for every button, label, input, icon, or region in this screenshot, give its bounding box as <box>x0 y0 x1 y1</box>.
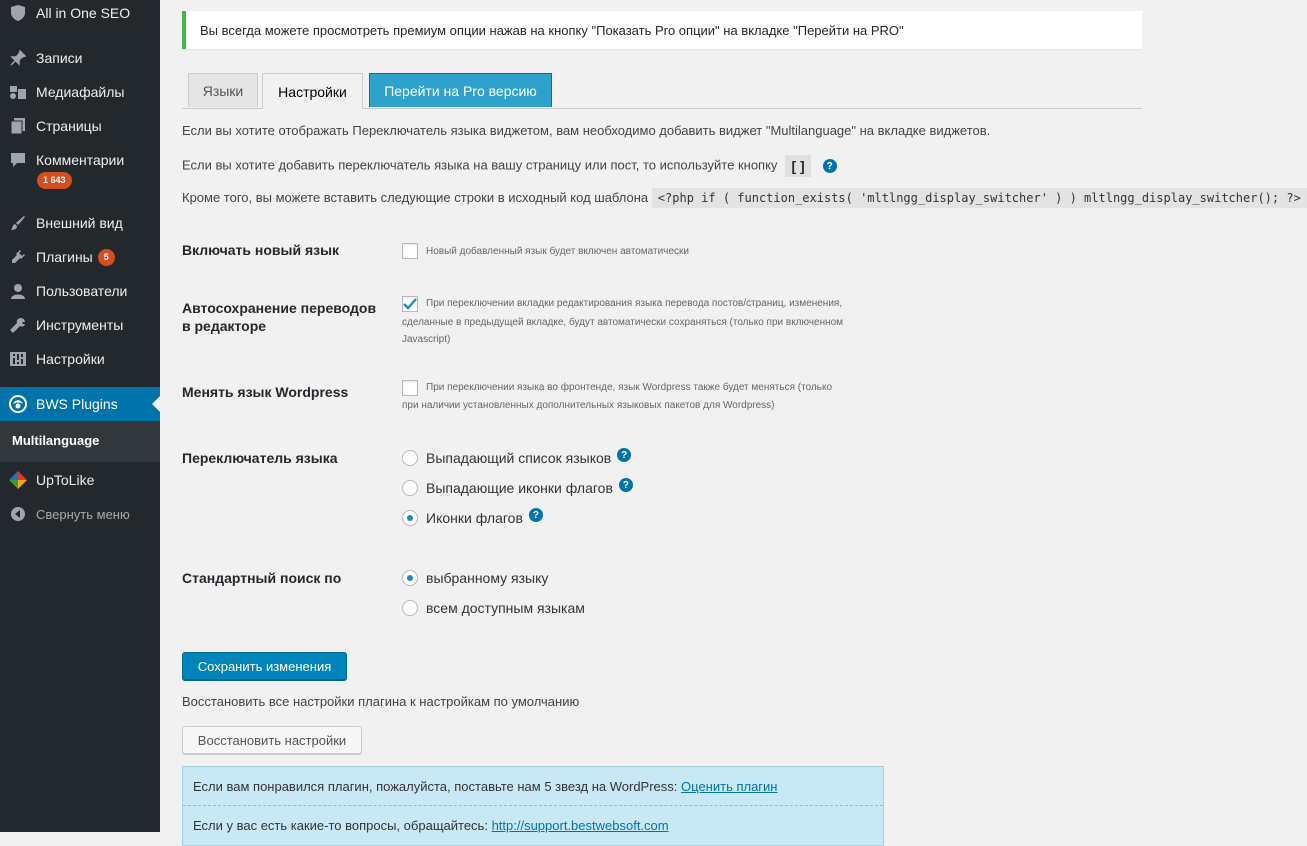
rate-line <box>193 779 778 794</box>
template-code-row <box>182 190 1307 205</box>
menu-item-uptolike[interactable] <box>0 463 160 497</box>
restore-settings-button[interactable]: Восстановить настройки <box>182 726 362 754</box>
menu-label: BWS Plugins <box>36 396 118 412</box>
menu-item-bws-plugins[interactable] <box>0 387 160 421</box>
label-autosave-line2: в редакторе <box>182 318 267 334</box>
pages-icon <box>8 116 28 136</box>
label-autosave <box>182 299 376 335</box>
menu-item-pages[interactable] <box>0 109 160 143</box>
label-autosave-line1: Автосохранение переводов <box>182 300 377 316</box>
switcher-dropdown-radio[interactable] <box>402 450 418 466</box>
menu-label: All in One SEO <box>36 5 131 21</box>
tab-settings[interactable]: Настройки <box>262 73 363 109</box>
tab-languages[interactable]: Языки <box>188 73 258 107</box>
enable-new-language-checkbox[interactable] <box>402 243 418 259</box>
label-language-switcher: Переключатель языка <box>182 450 338 466</box>
menu-item-appearance[interactable] <box>0 206 160 240</box>
menu-item-posts[interactable] <box>0 41 160 75</box>
support-link[interactable]: http://support.bestwebsoft.com <box>491 818 669 833</box>
menu-item-tools[interactable] <box>0 308 160 342</box>
radio-label: всем доступным языкам <box>426 600 585 616</box>
change-wp-language-checkbox[interactable] <box>402 380 418 396</box>
autosave-desc-line2: сделанные в предыдущей вкладке, будут автоматически сохраняться (только при включенном <box>402 317 844 328</box>
radio-label: Выпадающие иконки флагов <box>426 480 613 496</box>
menu-label: Пользователи <box>36 283 128 299</box>
menu-label: UpToLike <box>36 472 95 488</box>
switcher-option-dropdown <box>402 448 631 468</box>
menu-item-settings[interactable] <box>0 342 160 376</box>
menu-item-users[interactable] <box>0 274 160 308</box>
help-icon[interactable]: ? <box>617 448 631 462</box>
info-divider <box>183 805 883 806</box>
menu-item-plugins[interactable] <box>0 240 160 274</box>
switcher-option-flags <box>402 508 543 528</box>
label-change-wp-language: Менять язык Wordpress <box>182 384 349 400</box>
autosave-desc-line1: При переключении вкладки редактирования языка перевода постов/страниц, изменения, <box>426 298 843 309</box>
menu-item-media[interactable] <box>0 75 160 109</box>
shortcode-description: Если вы хотите добавить переключатель языка на вашу страницу или пост, то используйте кнопку <box>182 157 778 173</box>
radio-label: Выпадающий список языков <box>426 450 612 466</box>
comment-icon <box>8 150 28 170</box>
widget-description: Если вы хотите отображать Переключатель языка виджетом, вам необходимо добавить виджет "Multilanguage" на вкладке виджетов. <box>182 123 991 138</box>
support-text: Если у вас есть какие-то вопросы, обращайтесь: <box>193 818 488 833</box>
search-option-selected <box>402 568 548 588</box>
uptolike-icon <box>8 470 28 490</box>
enable-new-language-desc: Новый добавленный язык будет включен автоматически <box>426 246 689 257</box>
collapse-icon <box>8 504 28 524</box>
search-all-languages-radio[interactable] <box>402 600 418 616</box>
user-icon <box>8 281 28 301</box>
label-enable-new-language: Включать новый язык <box>182 242 340 258</box>
help-icon[interactable]: ? <box>619 478 633 492</box>
shield-icon <box>8 3 28 23</box>
badge-count: 1 643 <box>37 172 72 189</box>
menu-label: Записи <box>36 50 83 66</box>
notice-text: Вы всегда можете просмотреть премиум опции нажав на кнопку "Показать Pro опции" на вкладке "Перейти на PRO" <box>200 22 904 38</box>
shortcode-description-row <box>182 155 837 177</box>
submenu-bws <box>0 421 160 462</box>
menu-label: Плагины <box>36 249 93 265</box>
pin-icon <box>8 48 28 68</box>
search-option-all <box>402 598 585 618</box>
plugin-info-box <box>182 766 884 846</box>
support-line <box>193 818 669 833</box>
plugin-icon <box>8 247 28 267</box>
label-default-search: Стандартный поиск по <box>182 570 342 586</box>
switcher-flags-dropdown-radio[interactable] <box>402 480 418 496</box>
autosave-desc-line3: Javascript) <box>402 334 451 345</box>
menu-item-comments[interactable] <box>0 143 160 177</box>
menu-label: Медиафайлы <box>36 84 125 100</box>
wrench-icon <box>8 315 28 335</box>
switcher-flags-radio[interactable] <box>402 510 418 526</box>
admin-sidebar <box>0 0 160 832</box>
template-description: Кроме того, вы можете вставить следующие строки в исходный код шаблона <box>182 190 649 205</box>
search-selected-language-radio[interactable] <box>402 570 418 586</box>
comments-count-badge <box>37 171 72 189</box>
menu-label: Инструменты <box>36 317 124 333</box>
rate-plugin-link[interactable]: Оценить плагин <box>681 779 778 794</box>
help-icon[interactable]: ? <box>823 159 837 173</box>
menu-label: Комментарии <box>36 152 125 168</box>
radio-label: Иконки флагов <box>426 510 523 526</box>
menu-label: Внешний вид <box>36 215 123 231</box>
brush-icon <box>8 213 28 233</box>
bws-icon <box>8 394 28 414</box>
settings-icon <box>8 349 28 369</box>
premium-notice <box>182 11 1142 49</box>
autosave-checkbox[interactable] <box>402 296 418 312</box>
save-changes-button[interactable]: Сохранить изменения <box>182 652 347 680</box>
settings-tabs <box>182 73 1142 109</box>
wp-language-desc-line2: при наличии установленных дополнительных языковых пакетов для Wordpress) <box>402 400 775 411</box>
collapse-menu-button[interactable] <box>0 497 160 531</box>
template-code: <?php if ( function_exists( 'mltlngg_display_switcher' ) ) mltlngg_display_switcher(); ?> <box>652 188 1307 208</box>
tab-go-pro[interactable]: Перейти на Pro версию <box>369 73 552 107</box>
checkmark-icon <box>403 298 417 310</box>
media-icon <box>8 82 28 102</box>
plugins-count-badge: 5 <box>98 249 115 266</box>
restore-description: Восстановить все настройки плагина к настройкам по умолчанию <box>182 694 580 709</box>
menu-label: Настройки <box>36 351 105 367</box>
menu-label: Страницы <box>36 118 102 134</box>
menu-label: Свернуть меню <box>36 506 130 522</box>
menu-item-aioseo[interactable] <box>0 0 160 30</box>
shortcode-button[interactable]: [ ] <box>785 155 811 177</box>
radio-label: выбранному языку <box>426 570 549 586</box>
rate-text: Если вам понравился плагин, пожалуйста, поставьте нам 5 звезд на WordPress: <box>193 779 678 794</box>
wp-language-desc-line1: При переключении языка во фронтенде, язык Wordpress также будет меняться (только <box>426 382 833 393</box>
help-icon[interactable]: ? <box>529 508 543 522</box>
switcher-option-flags-dropdown <box>402 478 633 498</box>
submenu-item-multilanguage[interactable]: Multilanguage <box>12 433 100 448</box>
main-content <box>160 0 1301 833</box>
